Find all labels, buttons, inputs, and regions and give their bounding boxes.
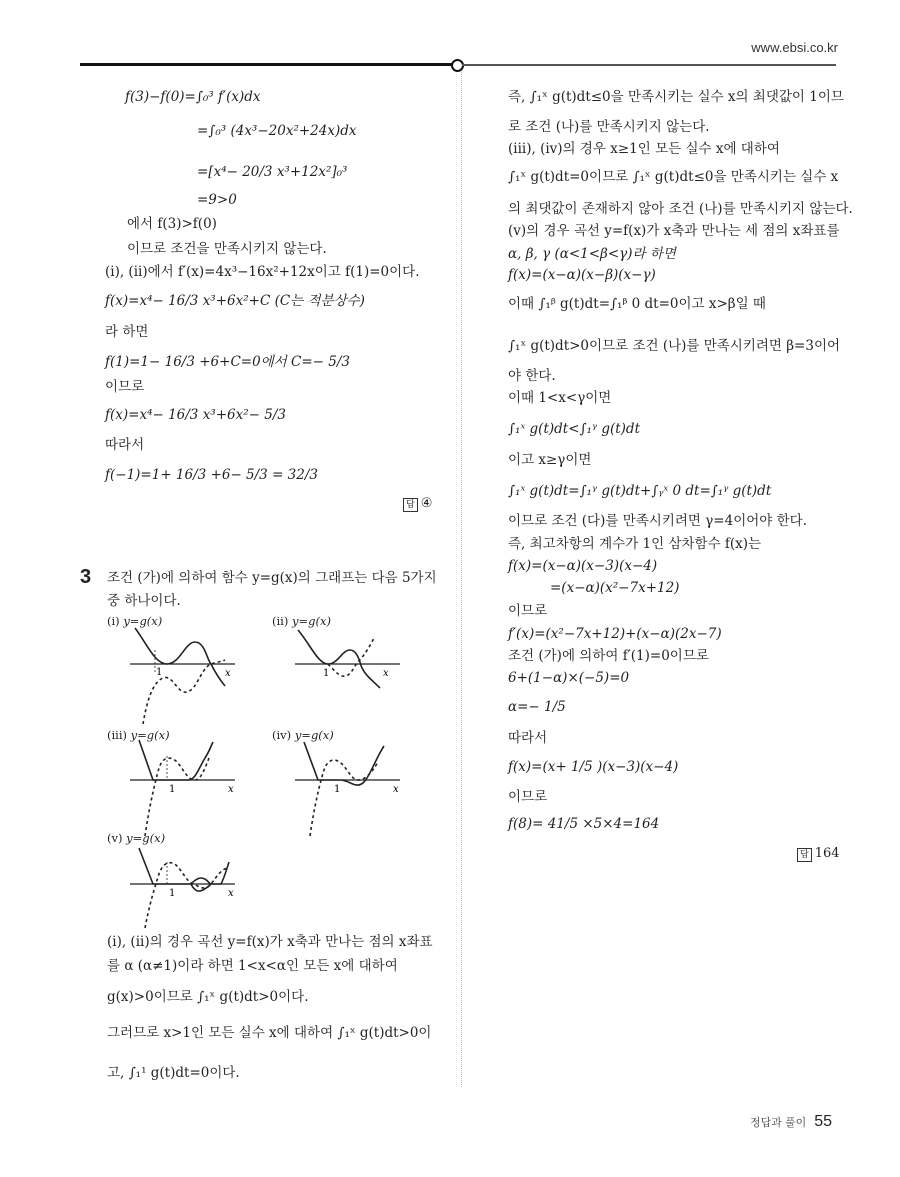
left-line: =∫₀³ (4x³−20x²+24x)dx xyxy=(197,123,357,139)
page-footer xyxy=(750,1113,832,1131)
tick-1: 1 xyxy=(169,888,176,899)
page-number: 55 xyxy=(814,1113,832,1130)
header-rule-left xyxy=(80,63,452,66)
answer-mark: 답 xyxy=(403,498,418,512)
left-line: f(x)=x⁴− 16/3 x³+6x²− 5/3 xyxy=(105,407,286,423)
left-line: 에서 f(3)>f(0) xyxy=(127,216,217,232)
right-line: (iii), (iv)의 경우 x≥1인 모든 실수 x에 대하여 xyxy=(508,141,780,157)
left-line: 이므로 조건을 만족시키지 않는다. xyxy=(127,241,327,257)
answer-mark: 답 xyxy=(797,848,812,862)
graph-iv xyxy=(290,738,410,838)
right-line: f(x)=(x−α)(x−β)(x−γ) xyxy=(508,267,656,283)
g-curve xyxy=(304,742,384,785)
tick-1: 1 xyxy=(169,784,176,795)
q3-after-line: 그러므로 x>1인 모든 실수 x에 대하여 ∫₁ˣ g(t)dt>0이 xyxy=(107,1025,432,1041)
right-line: 따라서 xyxy=(508,730,548,746)
right-line: 이고 x≥γ이면 xyxy=(508,452,592,468)
site-url: www.ebsi.co.kr xyxy=(751,40,838,55)
column-divider xyxy=(461,72,462,1087)
right-line: 야 한다. xyxy=(508,368,556,384)
right-line: α=− 1/5 xyxy=(508,699,566,715)
graph-iii xyxy=(125,738,245,838)
f-curve xyxy=(145,863,227,928)
right-line: f(x)=(x−α)(x−3)(x−4) xyxy=(508,558,658,574)
right-line: 이때 ∫₁ᵝ g(t)dt=∫₁ᵝ 0 dt=0이고 x>β일 때 xyxy=(508,296,766,312)
axis-x-label: x xyxy=(228,888,234,899)
right-line: 조건 (가)에 의하여 f′(1)=0이므로 xyxy=(508,648,709,664)
g-curve xyxy=(135,628,225,686)
graph-label: (v) y=g(x) xyxy=(107,831,166,845)
header-rule-right xyxy=(462,64,836,66)
right-line: 이므로 xyxy=(508,789,548,805)
left-line: =[x⁴− 20/3 x³+12x²]₀³ xyxy=(197,164,348,180)
graph-v xyxy=(125,840,245,930)
graph-label: (ii) y=g(x) xyxy=(272,614,331,628)
right-line: 의 최댓값이 존재하지 않아 조건 (나)를 만족시키지 않는다. xyxy=(508,201,853,217)
right-line: f′(x)=(x²−7x+12)+(x−α)(2x−7) xyxy=(508,626,722,642)
graph-label: (iv) y=g(x) xyxy=(272,728,334,742)
left-line: 이므로 xyxy=(105,379,145,395)
left-line: (i), (ii)에서 f′(x)=4x³−16x²+12x이고 f(1)=0이다. xyxy=(105,264,420,280)
answer-value: ④ xyxy=(420,496,433,511)
right-line: 6+(1−α)×(−5)=0 xyxy=(508,670,630,686)
g-curve xyxy=(139,848,229,884)
axis-x-label: x xyxy=(383,668,389,679)
answer-left xyxy=(403,496,432,512)
answer-right xyxy=(797,846,840,862)
right-line: ∫₁ˣ g(t)dt=∫₁ᵞ g(t)dt+∫ᵧˣ 0 dt=∫₁ᵞ g(t)dt xyxy=(508,483,772,499)
right-line: 로 조건 (나)를 만족시키지 않는다. xyxy=(508,119,710,135)
q3-after-line: 를 α (α≠1)이라 하면 1<x<α인 모든 x에 대하여 xyxy=(107,958,398,974)
graph-label: (i) y=g(x) xyxy=(107,614,163,628)
left-line: f(1)=1− 16/3 +6+C=0에서 C=− 5/3 xyxy=(105,354,351,370)
right-line: ∫₁ˣ g(t)dt>0이므로 조건 (나)를 만족시키려면 β=3이어 xyxy=(508,338,841,354)
left-line: 따라서 xyxy=(105,437,145,453)
graph-label: (iii) y=g(x) xyxy=(107,728,170,742)
graph-i xyxy=(125,620,245,730)
tick-1: 1 xyxy=(156,667,163,678)
graph-ii xyxy=(290,620,410,730)
right-line: 이므로 xyxy=(508,603,548,619)
q3-intro-line: 조건 (가)에 의하여 함수 y=g(x)의 그래프는 다음 5가지 xyxy=(107,570,437,586)
f-curve xyxy=(328,638,374,676)
axis-x-label: x xyxy=(228,784,234,795)
q3-after-line: g(x)>0이므로 ∫₁ˣ g(t)dt>0이다. xyxy=(107,989,309,1005)
right-line: 즉, ∫₁ˣ g(t)dt≤0을 만족시키는 실수 x의 최댓값이 1이므 xyxy=(508,89,844,105)
right-line: 이때 1<x<γ이면 xyxy=(508,390,612,406)
g-curve xyxy=(139,740,213,780)
right-line: f(x)=(x+ 1/5 )(x−3)(x−4) xyxy=(508,759,679,775)
tick-1: 1 xyxy=(323,668,330,679)
axis-x-label: x xyxy=(225,668,231,679)
g-curve xyxy=(298,630,380,688)
right-line: α, β, γ (α<1<β<γ)라 하면 xyxy=(508,246,676,262)
q3-intro-line: 중 하나이다. xyxy=(107,593,181,609)
tick-1: 1 xyxy=(334,784,341,795)
right-line: ∫₁ˣ g(t)dt=0이므로 ∫₁ˣ g(t)dt≤0을 만족시키는 실수 x xyxy=(508,169,839,185)
q3-after-line: 고, ∫₁¹ g(t)dt=0이다. xyxy=(107,1065,240,1081)
left-line: f(3)−f(0)=∫₀³ f′(x)dx xyxy=(125,89,261,105)
left-line: 라 하면 xyxy=(105,324,149,340)
answer-value: 164 xyxy=(814,846,840,861)
right-line: ∫₁ˣ g(t)dt<∫₁ᵞ g(t)dt xyxy=(508,421,640,437)
left-line: =9>0 xyxy=(197,192,237,208)
footer-text: 정답과 풀이 xyxy=(750,1117,807,1129)
f-curve xyxy=(310,760,378,836)
right-line: 즉, 최고차항의 계수가 1인 삼차함수 f(x)는 xyxy=(508,536,762,552)
left-line: f(x)=x⁴− 16/3 x³+6x²+C (C는 적분상수) xyxy=(105,293,365,309)
right-line: (v)의 경우 곡선 y=f(x)가 x축과 만나는 세 점의 x좌표를 xyxy=(508,223,840,239)
right-line: =(x−α)(x²−7x+12) xyxy=(550,580,680,596)
right-line: f(8)= 41/5 ×5×4=164 xyxy=(508,816,660,832)
q3-after-line: (i), (ii)의 경우 곡선 y=f(x)가 x축과 만나는 점의 x좌표 xyxy=(107,934,433,950)
axis-x-label: x xyxy=(393,784,399,795)
left-line: f(−1)=1+ 16/3 +6− 5/3 = 32/3 xyxy=(105,467,318,483)
right-line: 이므로 조건 (다)를 만족시키려면 γ=4이어야 한다. xyxy=(508,513,807,529)
question-number: 3 xyxy=(80,566,92,588)
